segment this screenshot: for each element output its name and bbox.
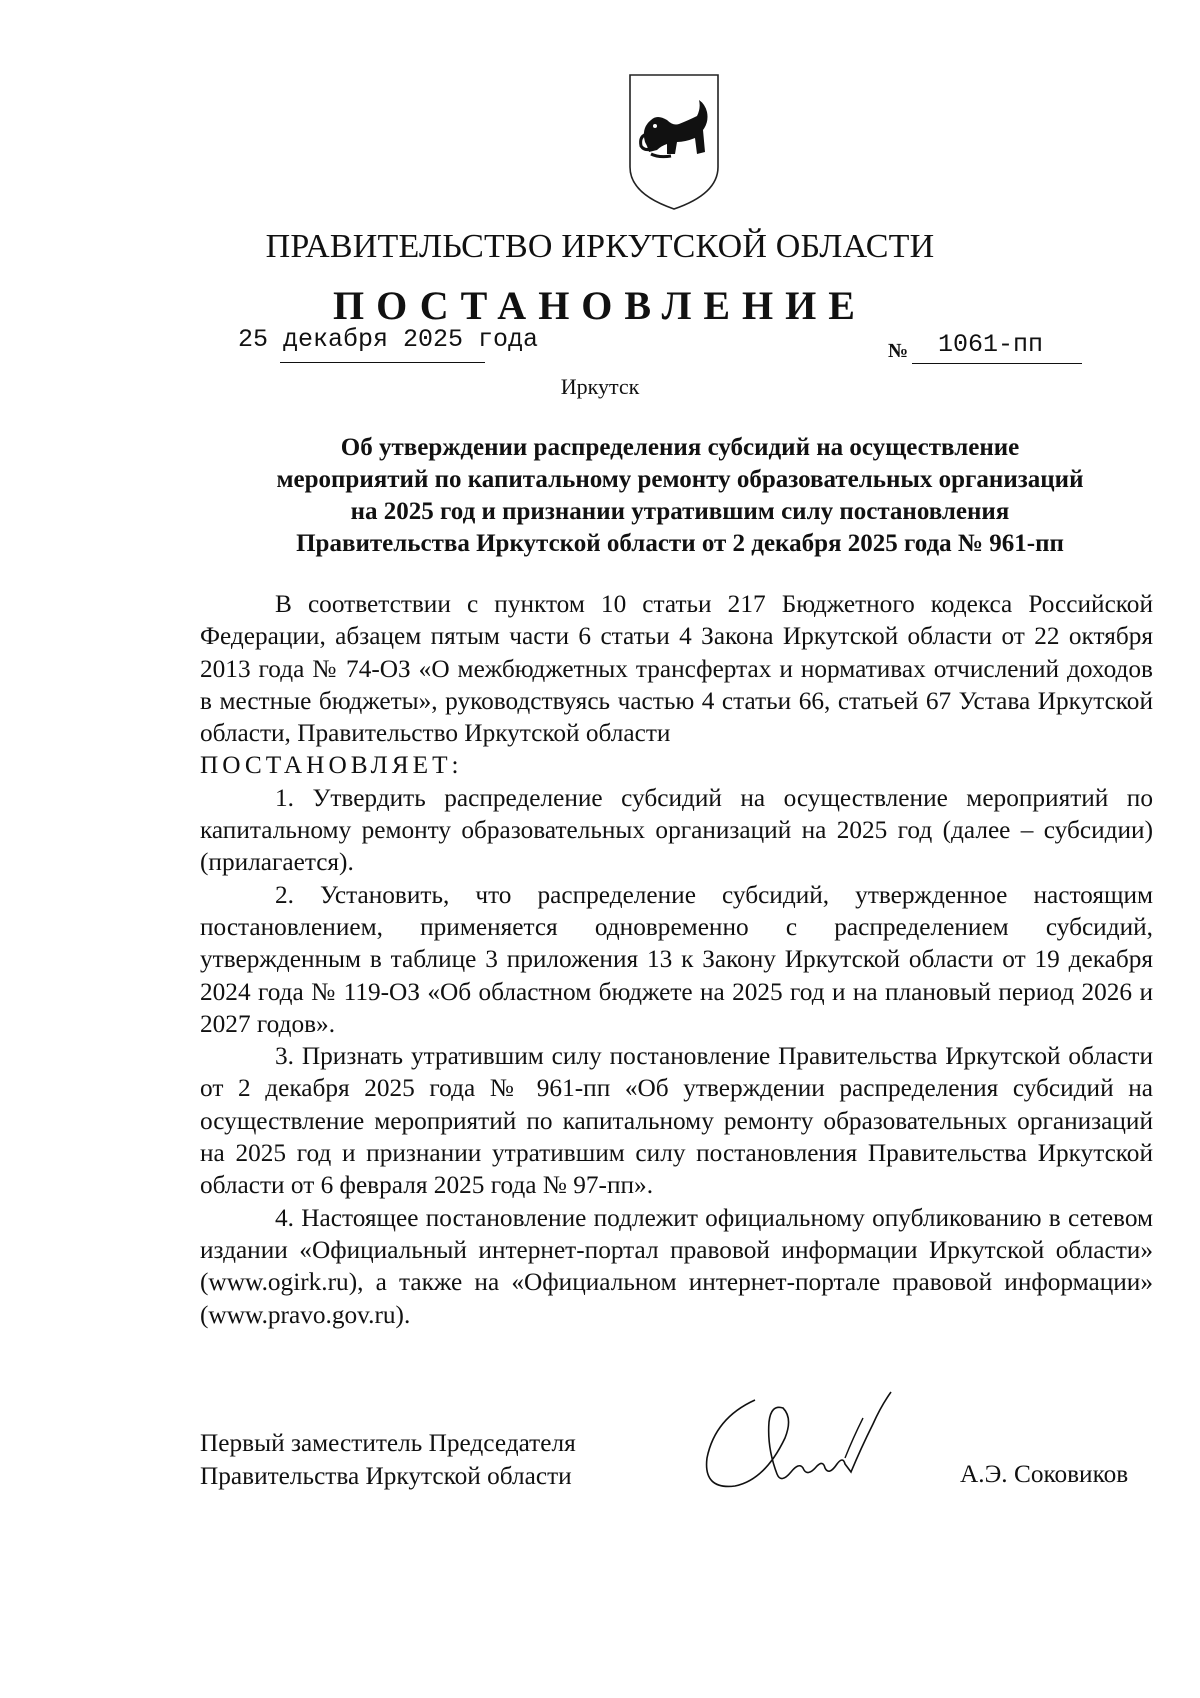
preamble-paragraph: В соответствии с пунктом 10 статьи 217 Бюджетного кодекса Российской Федерации, абзацем пятым части 6 статьи 4 Закона Иркутской области от 22 октября 2013 года № 74-ОЗ «О межбюджетных трансфертах и нормативах отчислений доходов в местные бюджеты», руководствуясь частью 4 статьи 66, статьей 67 Устава Иркутской области, Правительство Иркутской области	[200, 590, 1153, 748]
document-number: 1061-пп	[938, 330, 1044, 359]
irkutsk-coat-of-arms-icon	[627, 72, 721, 212]
signatory-name: А.Э. Соковиков	[960, 1460, 1129, 1488]
organization-name: ПРАВИТЕЛЬСТВО ИРКУТСКОЙ ОБЛАСТИ	[265, 228, 935, 265]
number-sign: №	[888, 340, 909, 362]
position-line: Первый заместитель Председателя	[200, 1429, 576, 1457]
resolves-heading: ПОСТАНОВЛЯЕТ:	[200, 751, 463, 780]
date-underline	[280, 362, 485, 363]
document-body	[200, 588, 1153, 1331]
document-type: ПОСТАНОВЛЕНИЕ	[333, 283, 867, 328]
title-line: Правительства Иркутской области от 2 декабря 2025 года № 961-пп	[296, 530, 1064, 557]
item-paragraph: 3. Признать утратившим силу постановление Правительства Иркутской области от 2 декабря 2025 года № 961-пп «Об утверждении распределения субсидий на осуществление мероприятий по капитальному ремонту образовательных организаций на 2025 год и признании утратившим силу постановления Правительства Иркутской области от 6 февраля 2025 года № 97-пп».	[200, 1042, 1153, 1200]
title-line: на 2025 год и признании утратившим силу постановления	[350, 498, 1010, 525]
number-underline	[912, 363, 1082, 364]
title-line: Об утверждении распределения субсидий на осуществление	[340, 434, 1020, 461]
document-title	[200, 432, 1160, 560]
document-city: Иркутск	[560, 374, 640, 399]
title-line: мероприятий по капитальному ремонту образовательных организаций	[276, 466, 1084, 493]
signatory-position	[200, 1427, 576, 1493]
item-paragraph: 1. Утвердить распределение субсидий на осуществление мероприятий по капитальному ремонту образовательных организаций на 2025 год (далее – субсидии) (прилагается).	[200, 783, 1153, 877]
position-line: Правительства Иркутской области	[200, 1462, 572, 1490]
handwritten-signature	[695, 1378, 905, 1508]
item-paragraph: 2. Установить, что распределение субсидий, утвержденное настоящим постановлением, применяется одновременно с распределением субсидий, утвержденным в таблице 3 приложения 13 к Закону Иркутской области от 19 декабря 2024 года № 119-ОЗ «Об областном бюджете на 2025 год и на плановый период 2026 и 2027 годов».	[200, 880, 1153, 1038]
item-paragraph: 4. Настоящее постановление подлежит официальному опубликованию в сетевом издании «Официальный интернет-портал правовой информации Иркутской области» (www.ogirk.ru), а также на «Официальном интернет-портале правовой информации» (www.pravo.gov.ru).	[200, 1203, 1153, 1329]
document-date: 25 декабря 2025 года	[238, 325, 539, 354]
